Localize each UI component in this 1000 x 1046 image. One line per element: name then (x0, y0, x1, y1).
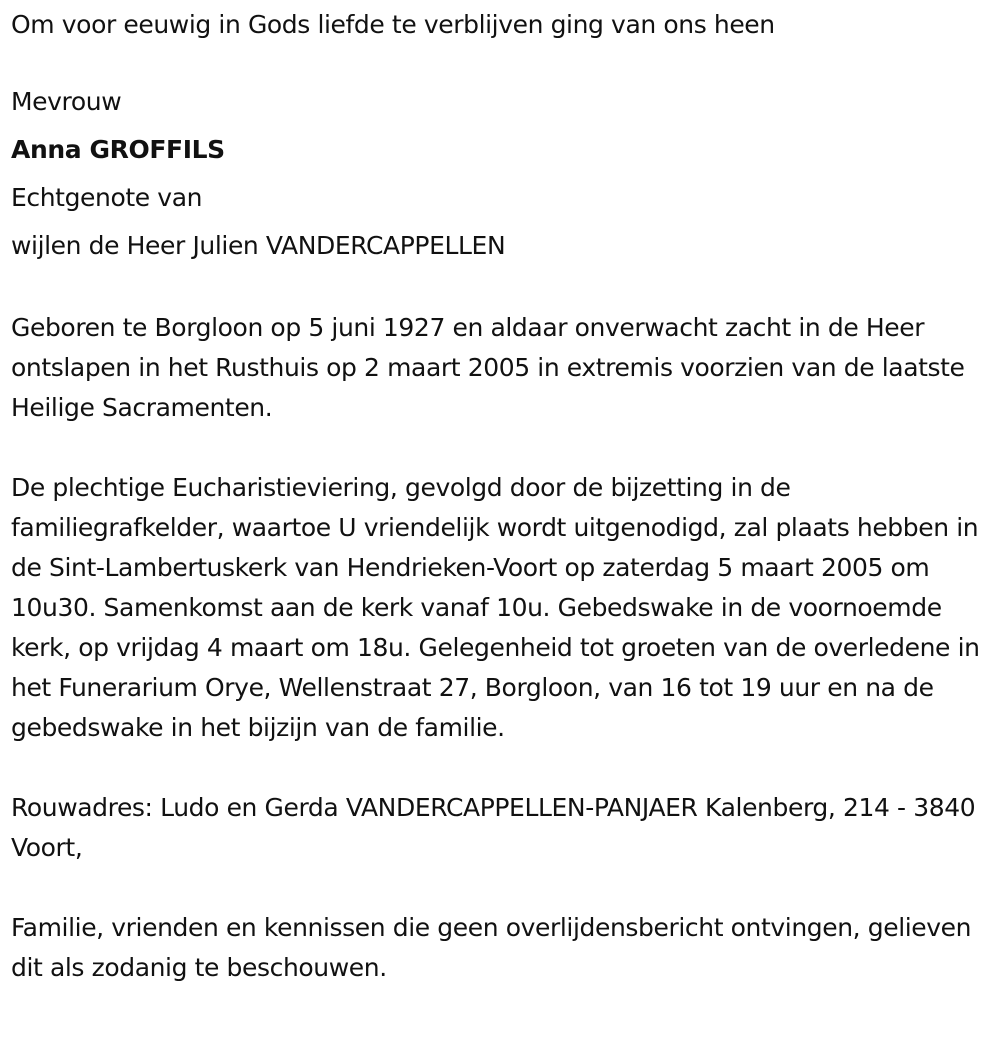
birth-death-paragraph: Geboren te Borgloon op 5 juni 1927 en aldaar onverwacht zacht in de Heer ontslapen in het Rusthuis op 2 maart 2005 in extremis voorzien van de laatste Heilige Sacramenten. (11, 313, 965, 422)
closing-paragraph: Familie, vrienden en kennissen die geen overlijdensbericht ontvingen, gelieven dit als zodanig te beschouwen. (11, 913, 972, 982)
relation-text: Echtgenote van (11, 183, 203, 212)
death-notice (11, 0, 996, 988)
intro-line: Om voor eeuwig in Gods liefde te verblijven ging van ons heen (11, 10, 775, 39)
person-block (11, 78, 996, 270)
deceased-name: Anna GROFFILS (11, 135, 225, 164)
address-paragraph: Rouwadres: Ludo en Gerda VANDERCAPPELLEN-PANJAER Kalenberg, 214 - 3840 Voort, (11, 793, 976, 862)
ceremony-paragraph: De plechtige Eucharistieviering, gevolgd door de bijzetting in de familiegrafkelder, waartoe U vriendelijk wordt uitgenodigd, zal plaats hebben in de Sint-Lambertuskerk van Hendrieken-Voort op zaterdag 5 maart 2005 om 10u30. Samenkomst aan de kerk vanaf 10u. Gebedswake in de voornoemde kerk, op vrijdag 4 maart om 18u. Gelegenheid tot groeten van de overledene in het Funerarium Orye, Wellenstraat 27, Borgloon, van 16 tot 19 uur en na de gebedswake in het bijzijn van de familie. (11, 473, 980, 742)
spouse-name: wijlen de Heer Julien VANDERCAPPELLEN (11, 231, 506, 260)
salutation: Mevrouw (11, 87, 122, 116)
